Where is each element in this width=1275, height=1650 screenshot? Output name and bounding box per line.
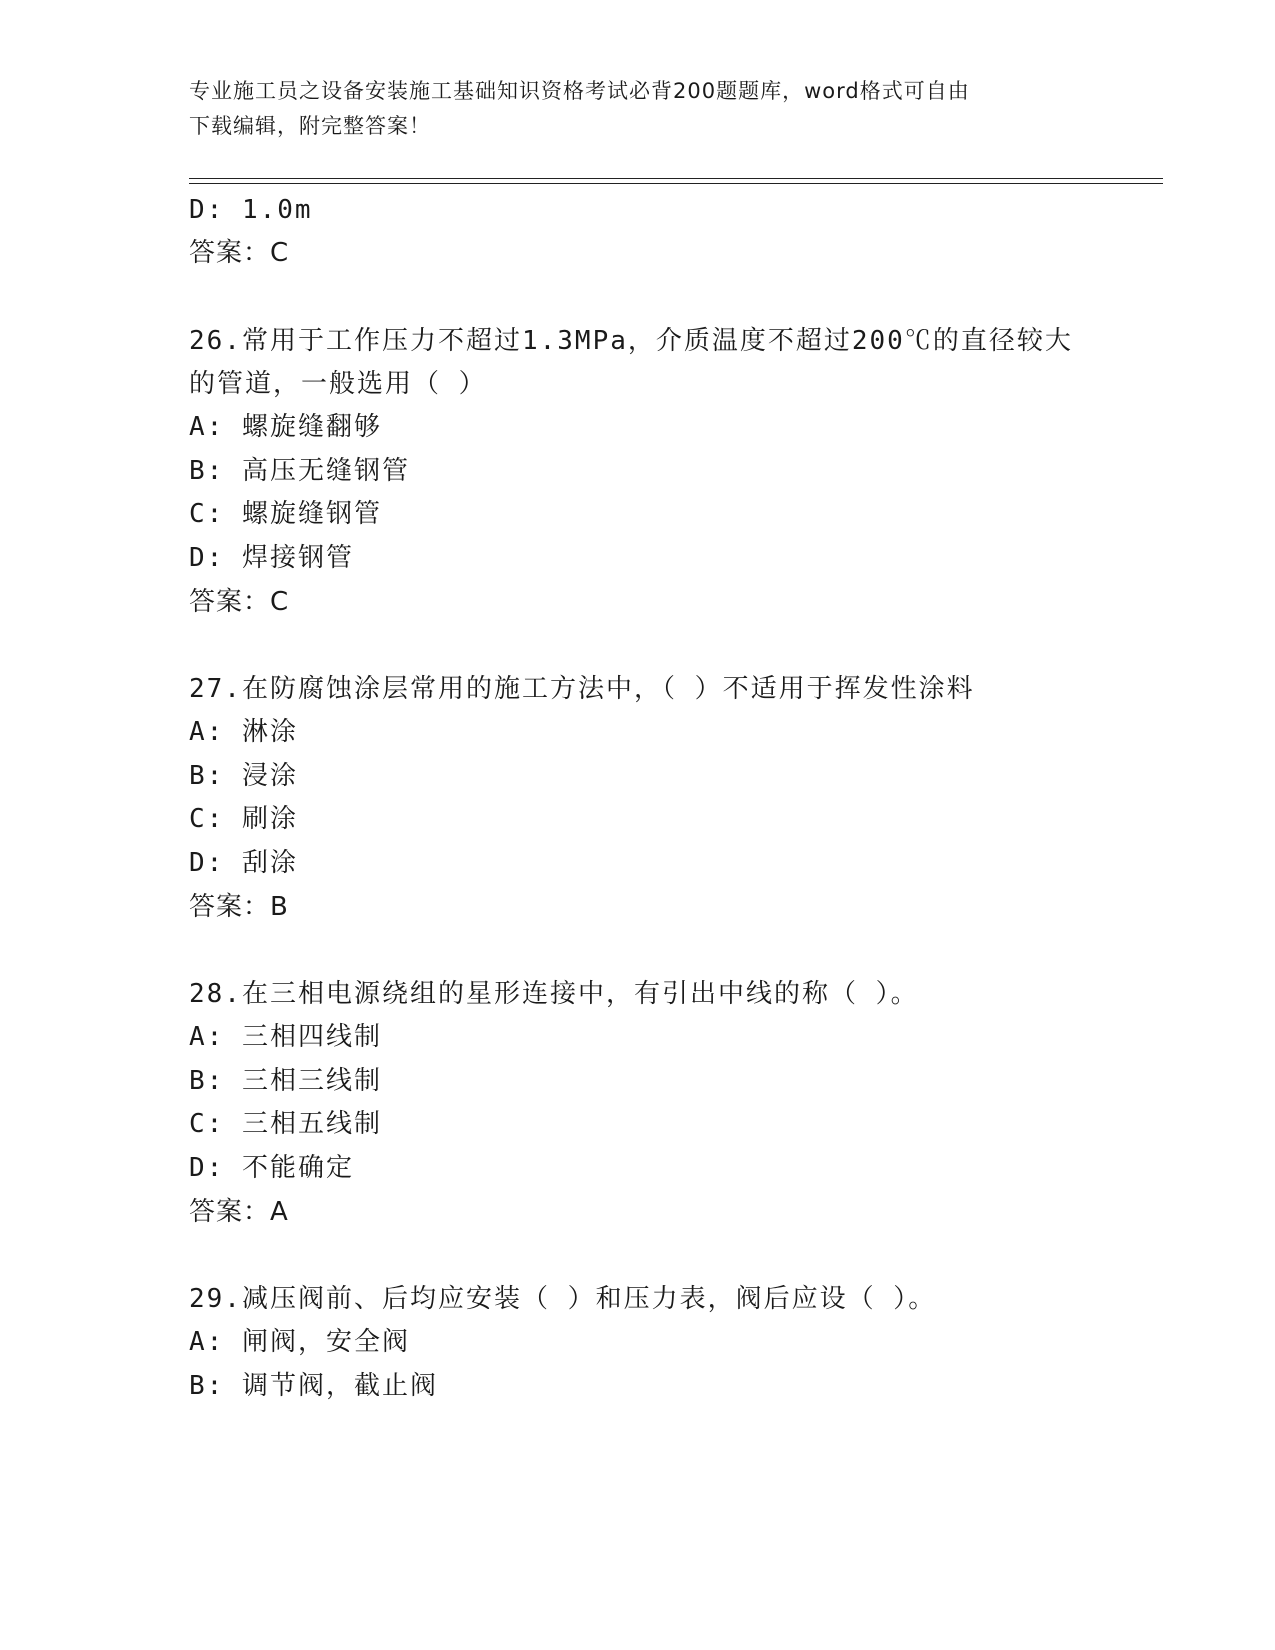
question-27-option-b: B: 浸涂 xyxy=(189,761,298,791)
question-26-stem-line-2: 的管道，一般选用（ ） xyxy=(189,369,487,399)
question-28-answer: 答案：A xyxy=(189,1197,289,1227)
question-28-option-c: C: 三相五线制 xyxy=(189,1109,382,1139)
header-divider-top xyxy=(189,178,1163,179)
question-28-option-b: B: 三相三线制 xyxy=(189,1066,382,1096)
question-29-option-b: B: 调节阀，截止阀 xyxy=(189,1371,438,1401)
question-26-option-d: D: 焊接钢管 xyxy=(189,543,354,573)
question-26-option-c: C: 螺旋缝钢管 xyxy=(189,499,382,529)
question-27-option-c: C: 刷涂 xyxy=(189,804,298,834)
header-divider-bottom xyxy=(189,183,1163,184)
question-28-option-d: D: 不能确定 xyxy=(189,1153,354,1183)
header-line-2: 下载编辑，附完整答案！ xyxy=(189,114,431,138)
question-26-option-b: B: 高压无缝钢管 xyxy=(189,456,410,486)
question-29-stem: 29.减压阀前、后均应安装（ ）和压力表，阀后应设（ ）。 xyxy=(189,1284,937,1314)
question-27-option-d: D: 刮涂 xyxy=(189,848,298,878)
question-26-answer: 答案：C xyxy=(189,587,290,617)
document-header xyxy=(189,74,1089,144)
carryover-answer: 答案：C xyxy=(189,238,290,268)
header-line-1: 专业施工员之设备安装施工基础知识资格考试必背200题题库，word格式可自由 xyxy=(189,79,970,103)
question-26-option-a: A: 螺旋缝翻够 xyxy=(189,412,382,442)
question-28-stem: 28.在三相电源绕组的星形连接中，有引出中线的称（ ）。 xyxy=(189,979,919,1009)
question-27-option-a: A: 淋涂 xyxy=(189,717,298,747)
question-29-option-a: A: 闸阀，安全阀 xyxy=(189,1327,410,1357)
question-27-stem: 27.在防腐蚀涂层常用的施工方法中，（ ）不适用于挥发性涂料 xyxy=(189,674,975,704)
question-27-answer: 答案：B xyxy=(189,892,289,922)
carryover-option-d: D: 1.0m xyxy=(189,195,313,225)
question-26-stem-line-1: 26.常用于工作压力不超过1.3MPa，介质温度不超过200℃的直径较大 xyxy=(189,326,1073,356)
question-28-option-a: A: 三相四线制 xyxy=(189,1022,382,1052)
